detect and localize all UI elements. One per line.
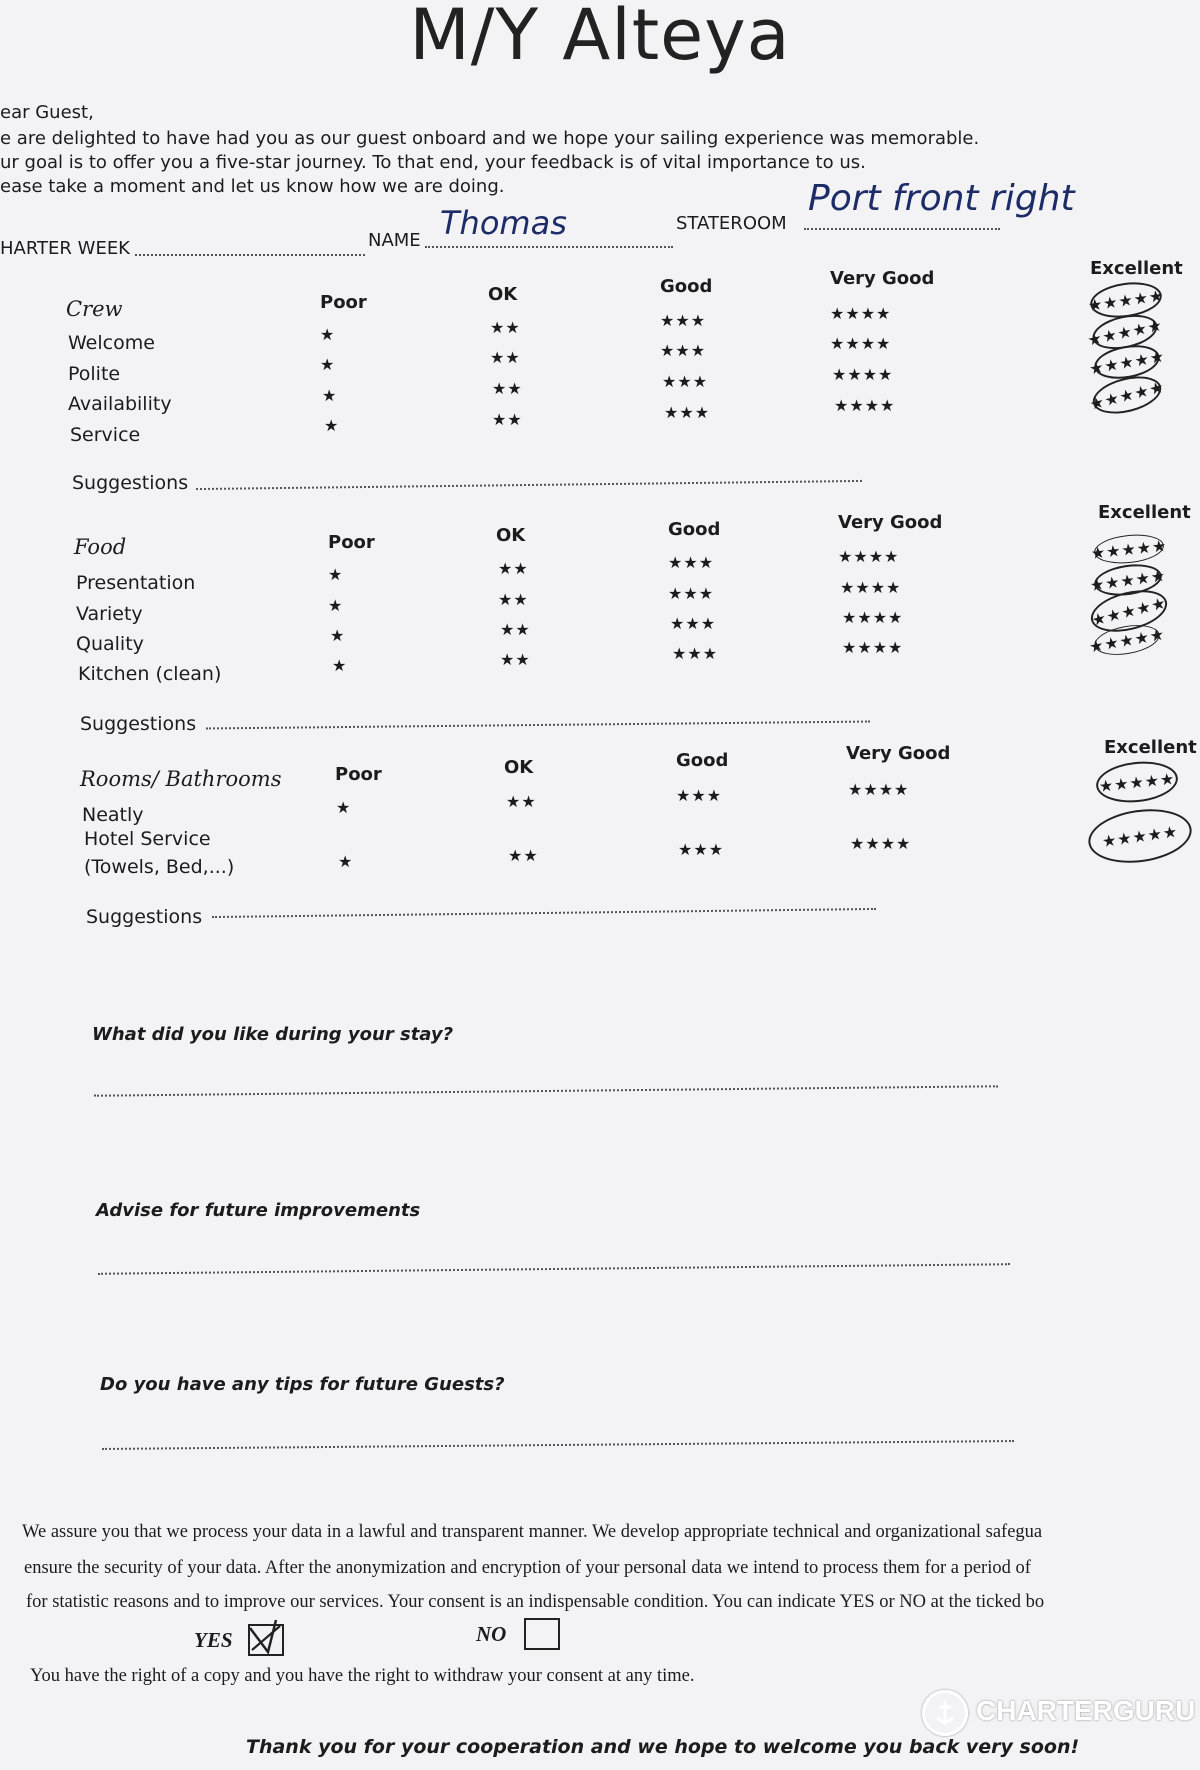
question-liked: What did you like during your stay? <box>92 1024 454 1045</box>
rooms-col-very-good: Very Good <box>846 743 951 764</box>
rooms-col-excellent: Excellent <box>1104 737 1197 758</box>
consent-no-checkbox[interactable] <box>524 1618 560 1650</box>
food-item-kitchen: Kitchen (clean) <box>78 663 222 685</box>
greeting: ear Guest, <box>0 102 94 123</box>
crew-col-good: Good <box>660 276 713 297</box>
footer-thanks: Thank you for your cooperation and we hope to welcome you back very soon! <box>246 1736 1080 1758</box>
intro-line-1: e are delighted to have had you as our guest onboard and we hope your sailing experience was memorable. <box>0 128 980 149</box>
rooms-hotel-ok[interactable]: ★★ <box>508 846 539 865</box>
rooms-col-good: Good <box>676 750 729 771</box>
crew-polite-good[interactable]: ★★★ <box>660 341 707 360</box>
check-mark-icon <box>246 1616 286 1656</box>
stateroom-label: STATEROOM <box>676 213 787 234</box>
crew-service-poor[interactable]: ★ <box>324 416 340 435</box>
crew-welcome-good[interactable]: ★★★ <box>660 311 707 330</box>
crew-polite-ok[interactable]: ★★ <box>490 348 521 367</box>
food-col-excellent: Excellent <box>1098 502 1191 523</box>
rooms-item-hotel-service: Hotel Service <box>84 828 211 850</box>
food-presentation-ok[interactable]: ★★ <box>498 559 529 578</box>
crew-welcome-very-good[interactable]: ★★★★ <box>830 304 892 323</box>
rooms-neatly-ok[interactable]: ★★ <box>506 792 537 811</box>
food-presentation-poor[interactable]: ★ <box>328 565 344 584</box>
crew-welcome-excellent[interactable]: ★★★★★ <box>1088 278 1164 322</box>
food-quality-good[interactable]: ★★★ <box>670 614 717 633</box>
intro-line-3: ease take a moment and let us know how we are doing. <box>0 176 505 197</box>
anchor-logo-icon <box>922 1690 968 1736</box>
food-suggestions-field[interactable] <box>206 721 870 730</box>
name-label: NAME <box>368 230 421 251</box>
crew-welcome-ok[interactable]: ★★ <box>490 318 521 337</box>
crew-col-ok: OK <box>488 284 518 305</box>
rooms-col-ok: OK <box>504 757 534 778</box>
crew-col-excellent: Excellent <box>1090 258 1183 279</box>
rooms-hotel-good[interactable]: ★★★ <box>678 840 725 859</box>
crew-availability-good[interactable]: ★★★ <box>662 372 709 391</box>
food-col-poor: Poor <box>328 532 375 553</box>
legal-line-1: We assure you that we process your data in a lawful and transparent manner. We develop appropriate technical and organizational safegua <box>22 1522 1043 1542</box>
question-improvements: Advise for future improvements <box>96 1200 421 1221</box>
food-section-title: Food <box>74 535 127 559</box>
crew-suggestions-label: Suggestions <box>72 472 189 494</box>
food-item-presentation: Presentation <box>76 572 196 594</box>
food-kitchen-poor[interactable]: ★ <box>332 656 348 675</box>
question-tips: Do you have any tips for future Guests? <box>100 1374 505 1395</box>
answer-liked-field[interactable] <box>94 1085 998 1096</box>
charter-week-label: HARTER WEEK <box>0 238 130 259</box>
food-quality-excellent[interactable]: ★★★★★ <box>1087 583 1172 639</box>
rooms-hotel-very-good[interactable]: ★★★★ <box>850 834 912 853</box>
rooms-suggestions-label: Suggestions <box>86 906 203 928</box>
food-quality-poor[interactable]: ★ <box>330 626 346 645</box>
rooms-neatly-very-good[interactable]: ★★★★ <box>848 780 910 799</box>
food-variety-excellent[interactable]: ★★★★★ <box>1092 560 1164 599</box>
name-value: Thomas <box>440 204 567 242</box>
crew-service-excellent[interactable]: ★★★★★ <box>1089 370 1165 420</box>
food-variety-ok[interactable]: ★★ <box>498 590 529 609</box>
rooms-hotel-excellent[interactable]: ★★★★★ <box>1085 803 1195 869</box>
food-kitchen-good[interactable]: ★★★ <box>672 644 719 663</box>
crew-col-poor: Poor <box>320 292 367 313</box>
answer-improvements-field[interactable] <box>98 1263 1010 1275</box>
crew-service-ok[interactable]: ★★ <box>492 410 523 429</box>
food-item-variety: Variety <box>76 603 143 625</box>
crew-availability-poor[interactable]: ★ <box>322 386 338 405</box>
crew-suggestions-field[interactable] <box>196 480 862 490</box>
food-kitchen-very-good[interactable]: ★★★★ <box>842 638 904 657</box>
crew-welcome-poor[interactable]: ★ <box>320 325 336 344</box>
legal-line-3: for statistic reasons and to improve our services. Your consent is an indispensable condition. You can indicate YES or NO at the ticked bo <box>26 1592 1045 1612</box>
charter-week-field[interactable] <box>135 254 365 256</box>
crew-availability-ok[interactable]: ★★ <box>492 379 523 398</box>
consent-no-label: NO <box>476 1622 507 1646</box>
food-presentation-excellent[interactable]: ★★★★★ <box>1093 531 1166 566</box>
intro-line-2: ur goal is to offer you a five-star journey. To that end, your feedback is of vital importance to us. <box>0 152 866 173</box>
stateroom-field[interactable] <box>804 228 1000 230</box>
consent-rights: You have the right of a copy and you have the right to withdraw your consent at any time. <box>30 1666 695 1686</box>
rooms-item-towels: (Towels, Bed,...) <box>84 856 235 878</box>
food-variety-good[interactable]: ★★★ <box>668 584 715 603</box>
form-title: M/Y Alteya <box>409 0 791 76</box>
crew-availability-very-good[interactable]: ★★★★ <box>832 365 894 384</box>
crew-item-polite: Polite <box>68 363 121 385</box>
consent-yes-checkbox[interactable] <box>248 1624 284 1656</box>
answer-tips-field[interactable] <box>102 1440 1014 1450</box>
food-quality-ok[interactable]: ★★ <box>500 620 531 639</box>
food-item-quality: Quality <box>76 633 144 655</box>
rooms-col-poor: Poor <box>335 764 382 785</box>
food-kitchen-excellent[interactable]: ★★★★★ <box>1092 620 1162 659</box>
crew-polite-very-good[interactable]: ★★★★ <box>830 334 892 353</box>
rooms-neatly-poor[interactable]: ★ <box>336 798 352 817</box>
food-col-ok: OK <box>496 525 526 546</box>
rooms-suggestions-field[interactable] <box>212 908 876 918</box>
crew-item-service: Service <box>70 424 141 446</box>
food-quality-very-good[interactable]: ★★★★ <box>842 608 904 627</box>
crew-item-availability: Availability <box>68 393 172 415</box>
food-presentation-very-good[interactable]: ★★★★ <box>838 547 900 566</box>
food-suggestions-label: Suggestions <box>80 713 197 735</box>
crew-col-very-good: Very Good <box>830 268 935 289</box>
crew-availability-excellent[interactable]: ★★★★★ <box>1092 341 1163 384</box>
crew-section-title: Crew <box>66 297 123 321</box>
consent-yes-label: YES <box>194 1628 233 1652</box>
legal-line-2: ensure the security of your data. After the anonymization and encryption of your personal data we intend to process them for a period of <box>24 1558 1031 1578</box>
rooms-item-neatly: Neatly <box>82 804 144 826</box>
rooms-section-title: Rooms/ Bathrooms <box>80 767 282 791</box>
food-variety-poor[interactable]: ★ <box>328 596 344 615</box>
crew-polite-poor[interactable]: ★ <box>320 355 336 374</box>
stateroom-value: Port front right <box>808 178 1075 219</box>
food-col-very-good: Very Good <box>838 512 943 533</box>
food-variety-very-good[interactable]: ★★★★ <box>840 578 902 597</box>
food-presentation-good[interactable]: ★★★ <box>668 553 715 572</box>
rooms-neatly-excellent[interactable]: ★★★★★ <box>1094 758 1180 806</box>
crew-item-welcome: Welcome <box>68 332 155 354</box>
crew-service-very-good[interactable]: ★★★★ <box>834 396 896 415</box>
watermark-logo: CHARTERGURU <box>976 1695 1196 1726</box>
name-field[interactable] <box>425 246 673 248</box>
rooms-hotel-poor[interactable]: ★ <box>338 852 354 871</box>
food-kitchen-ok[interactable]: ★★ <box>500 650 531 669</box>
crew-polite-excellent[interactable]: ★★★★★ <box>1089 309 1160 354</box>
rooms-neatly-good[interactable]: ★★★ <box>676 786 723 805</box>
crew-service-good[interactable]: ★★★ <box>664 403 711 422</box>
food-col-good: Good <box>668 519 721 540</box>
